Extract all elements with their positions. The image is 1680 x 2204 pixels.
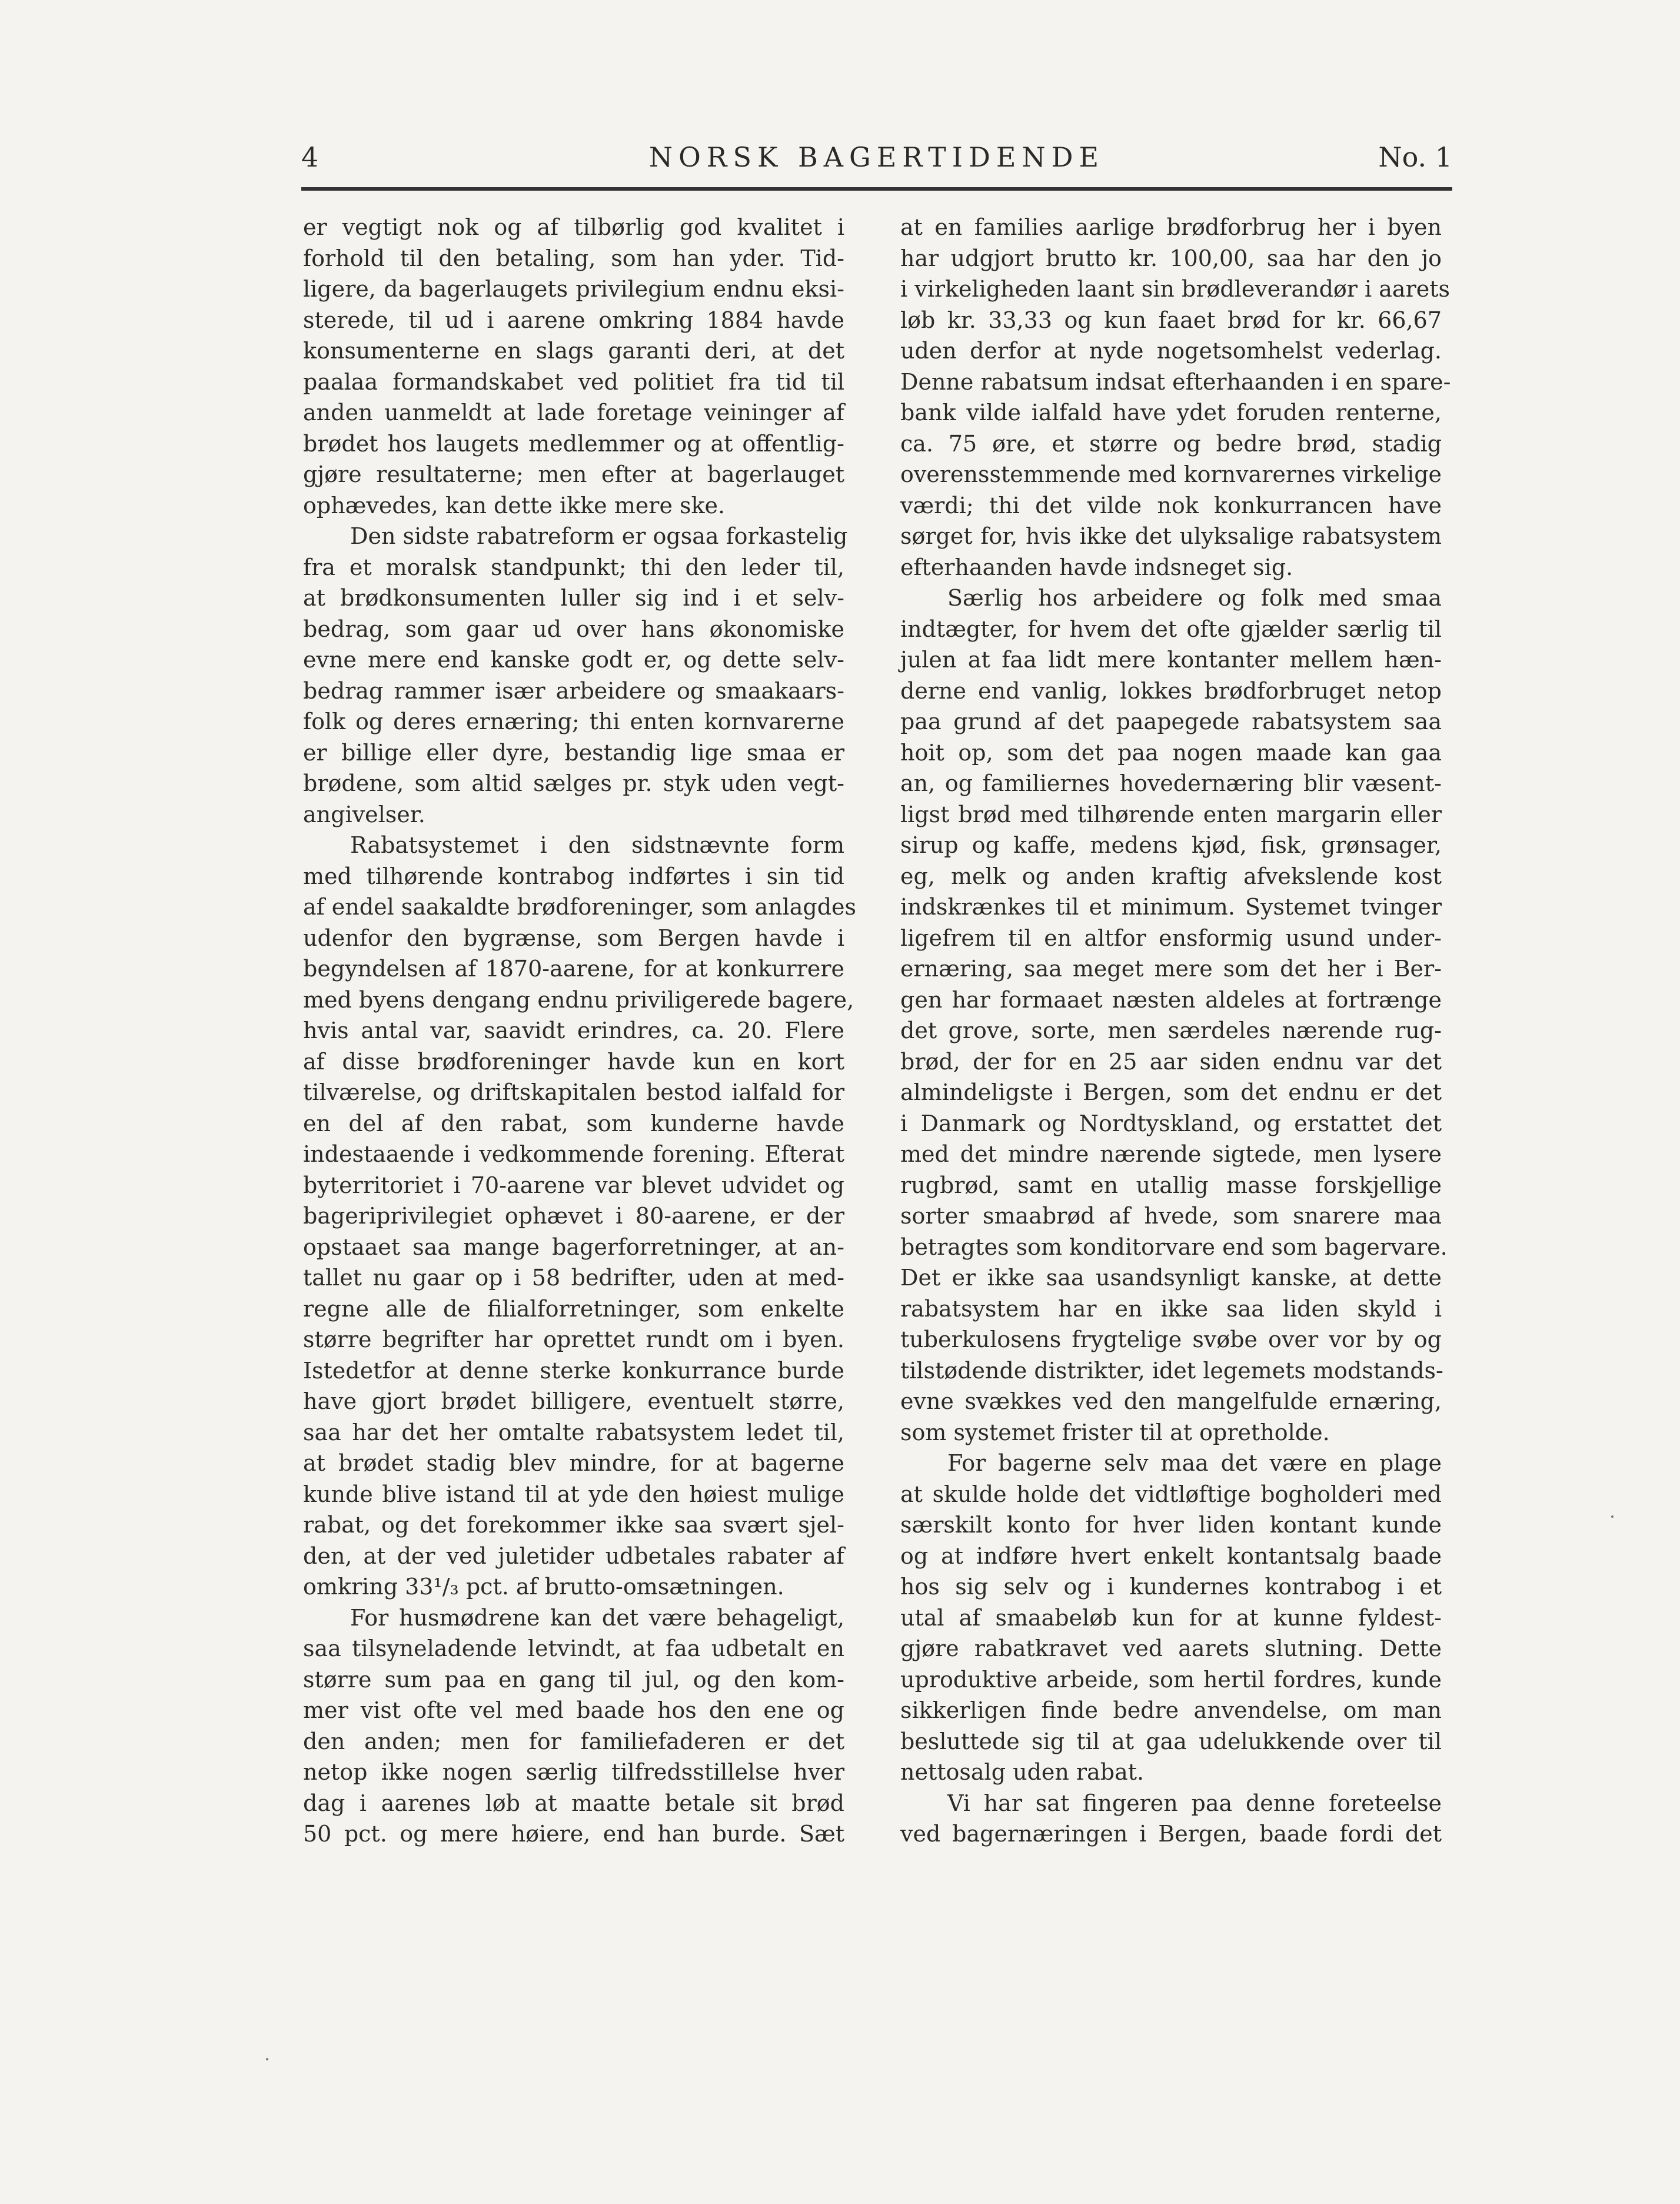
text-line: at skulde holde det vidtløftige bogholderi med (900, 1481, 1442, 1507)
right-column (900, 212, 1451, 1850)
text-line: at en families aarlige brødforbrug her i byen (900, 214, 1442, 240)
text-line: Rabatsystemet i den sidstnævnte form (350, 832, 844, 858)
text-line: For bagerne selv maa det være en plage (947, 1450, 1442, 1476)
text-line: uden derfor at nyde nogetsomhelst vederlag. (900, 338, 1442, 364)
text-line: som systemet frister til at opretholde. (900, 1419, 1330, 1445)
text-line: tilstødende distrikter, idet legemets modstands- (900, 1357, 1443, 1384)
text-line: omkring 33¹/₃ pct. af brutto-omsætningen. (303, 1574, 784, 1600)
text-line: sirup og kaffe, medens kjød, fisk, grønsager, (900, 832, 1442, 858)
text-line: utal af smaabeløb kun for at kunne fyldest- (900, 1604, 1442, 1631)
issue-number: No. 1 (1378, 141, 1452, 173)
text-line: derne end vanlig, lokkes brødforbruget netop (900, 677, 1442, 704)
text-line: ligefrem til en altfor ensformig usund under- (900, 925, 1442, 951)
text-line: den, at der ved juletider udbetales rabater af (303, 1543, 844, 1569)
text-line: overensstemmende med kornvarernes virkelige (900, 461, 1442, 487)
text-line: byterritoriet i 70-aarene var blevet udvidet og (303, 1172, 844, 1198)
text-line: rabat, og det forekommer ikke saa svært sjel- (303, 1512, 844, 1538)
text-line: i virkeligheden laant sin brødleverandør i aarets (900, 276, 1450, 302)
text-line: Særlig hos arbeidere og folk med smaa (947, 585, 1442, 611)
text-line: brødene, som altid sælges pr. styk uden vegt- (303, 770, 844, 796)
text-line: af disse brødforeninger havde kun en kort (303, 1048, 844, 1075)
text-line: sørget for, hvis ikke det ulyksalige rabatsystem (900, 523, 1442, 549)
text-line: For husmødrene kan det være behageligt, (350, 1604, 844, 1631)
text-line: større sum paa en gang til jul, og den kom- (303, 1666, 844, 1693)
text-line: ligst brød med tilhørende enten margarin eller (900, 801, 1442, 827)
text-line: er billige eller dyre, bestandig lige smaa er (303, 739, 844, 766)
text-line: med det mindre nærende sigtede, men lysere (900, 1141, 1442, 1167)
text-line: løb kr. 33,33 og kun faaet brød for kr. 66,67 (900, 307, 1442, 333)
text-line: det grove, sorte, men særdeles nærende rug- (900, 1018, 1442, 1043)
text-line: uproduktive arbeide, som hertil fordres, kunde (900, 1666, 1442, 1693)
text-line: og at indføre hvert enkelt kontantsalg baade (900, 1543, 1442, 1569)
text-line: evne mere end kanske godt er, og dette selv- (303, 647, 844, 673)
text-line: anden uanmeldt at lade foretage veininger af (303, 400, 844, 425)
scan-speck (1611, 1515, 1614, 1518)
text-line: brødet hos laugets medlemmer og at offentlig- (303, 430, 844, 457)
text-line: netop ikke nogen særlig tilfredsstillelse hver (303, 1759, 844, 1785)
text-line: indskrænkes til et minimum. Systemet tvinger (900, 894, 1442, 920)
text-line: hos sig selv og i kundernes kontrabog i et (900, 1574, 1442, 1600)
text-line: indtægter, for hvem det ofte gjælder særlig til (900, 616, 1442, 642)
text-line: værdi; thi det vilde nok konkurrancen have (900, 492, 1442, 518)
text-line: saa har det her omtalte rabatsystem ledet til, (303, 1419, 844, 1445)
text-line: paa grund af det paapegede rabatsystem saa (900, 709, 1442, 734)
text-line: rugbrød, samt en utallig masse forskjellige (900, 1172, 1442, 1198)
text-line: mer vist ofte vel med baade hos den ene og (303, 1697, 844, 1723)
text-line: begyndelsen af 1870-aarene, for at konkurrere (303, 956, 844, 982)
text-line: ophævedes, kan dette ikke mere ske. (303, 492, 726, 518)
text-line: Det er ikke saa usandsynligt kanske, at dette (900, 1265, 1442, 1291)
text-line: ca. 75 øre, et større og bedre brød, stadig (900, 430, 1442, 457)
text-line: kunde blive istand til at yde den høiest mulige (303, 1481, 844, 1507)
text-line: har udgjort brutto kr. 100,00, saa har den jo (900, 245, 1442, 271)
text-line: sikkerligen finde bedre anvendelse, om man (900, 1697, 1442, 1723)
text-line: folk og deres ernæring; thi enten kornvarerne (303, 709, 844, 734)
text-line: ved bagernæringen i Bergen, baade fordi det (900, 1821, 1442, 1847)
text-line: udenfor den bygrænse, som Bergen havde i (303, 925, 844, 951)
text-line: sorter smaabrød af hvede, som snarere maa (900, 1203, 1442, 1229)
text-line: særskilt konto for hver liden kontant kunde (900, 1512, 1442, 1538)
text-line: nettosalg uden rabat. (900, 1759, 1145, 1785)
page-header (301, 141, 1452, 182)
text-line: Vi har sat fingeren paa denne foreteelse (947, 1790, 1442, 1816)
text-line: angivelser. (303, 801, 425, 827)
text-line: bank vilde ialfald have ydet foruden renterne, (900, 400, 1442, 425)
text-line: hoit op, som det paa nogen maade kan gaa (900, 739, 1442, 766)
text-line: Istedetfor at denne sterke konkurrance burde (303, 1357, 844, 1384)
scan-speck (266, 2058, 268, 2060)
text-line: hvis antal var, saavidt erindres, ca. 20. Flere (303, 1018, 844, 1043)
text-line: indestaaende i vedkommende forening. Efterat (303, 1141, 844, 1167)
text-line: sterede, til ud i aarene omkring 1884 havde (303, 307, 844, 333)
text-line: have gjort brødet billigere, eventuelt større, (303, 1388, 844, 1414)
text-line: at brødet stadig blev mindre, for at bagerne (303, 1450, 844, 1476)
text-line: evne svækkes ved den mangelfulde ernæring, (900, 1388, 1442, 1414)
text-line: ligere, da bagerlaugets privilegium endnu eksi- (303, 276, 844, 302)
text-line: an, og familiernes hovedernæring blir væsent- (900, 770, 1442, 796)
text-line: forhold til den betaling, som han yder. Tid- (303, 245, 844, 271)
publication-title: NORSK BAGERTIDENDE (648, 141, 1105, 173)
text-line: dag i aarenes løb at maatte betale sit brød (303, 1790, 844, 1816)
text-line: saa tilsyneladende letvindt, at faa udbetalt en (303, 1635, 844, 1661)
left-column (303, 212, 857, 1850)
text-line: tilværelse, og driftskapitalen bestod ialfald for (303, 1079, 844, 1105)
text-line: konsumenterne en slags garanti deri, at det (303, 338, 844, 364)
text-line: efterhaanden havde indsneget sig. (900, 554, 1293, 580)
page-number: 4 (301, 141, 319, 173)
text-line: bedrag rammer især arbeidere og smaakaars- (303, 677, 844, 704)
text-line: ernæring, saa meget mere som det her i Ber- (900, 956, 1442, 982)
text-line: rabatsystem har en ikke saa liden skyld i (900, 1295, 1442, 1322)
text-line: fra et moralsk standpunkt; thi den leder til, (303, 554, 844, 580)
text-line: i Danmark og Nordtyskland, og erstattet det (900, 1110, 1442, 1136)
text-line: med byens dengang endnu priviligerede bagere, (303, 986, 854, 1013)
text-line: af endel saakaldte brødforeninger, som anlagdes (303, 894, 857, 920)
text-line: 50 pct. og mere høiere, end han burde. Sæt (303, 1821, 844, 1847)
text-line: tallet nu gaar op i 58 bedrifter, uden at med- (303, 1265, 844, 1291)
text-line: gjøre resultaterne; men efter at bagerlauget (303, 461, 844, 487)
text-line: regne alle de filialforretninger, som enkelte (303, 1295, 844, 1322)
text-line: opstaaet saa mange bagerforretninger, at an- (303, 1234, 844, 1260)
text-line: eg, melk og anden kraftig afvekslende kost (900, 863, 1442, 889)
text-line: den anden; men for familiefaderen er det (303, 1728, 844, 1754)
text-line: betragtes som konditorvare end som bagervare. (900, 1234, 1448, 1260)
text-line: julen at faa lidt mere kontanter mellem hæn- (900, 647, 1442, 673)
text-line: paalaa formandskabet ved politiet fra tid til (303, 368, 844, 395)
text-line: større begrifter har oprettet rundt om i byen. (303, 1327, 844, 1352)
text-line: almindeligste i Bergen, som det endnu er det (900, 1079, 1442, 1105)
text-line: gen har formaaet næsten aldeles at fortrænge (900, 986, 1442, 1013)
text-line: med tilhørende kontrabog indførtes i sin tid (303, 863, 844, 889)
text-line: bedrag, som gaar ud over hans økonomiske (303, 616, 844, 642)
text-line: gjøre rabatkravet ved aarets slutning. Dette (900, 1635, 1442, 1661)
text-line: at brødkonsumenten luller sig ind i et selv- (303, 585, 844, 611)
text-line: en del af den rabat, som kunderne havde (303, 1110, 844, 1136)
header-rule (301, 187, 1452, 191)
text-line: Denne rabatsum indsat efterhaanden i en spare- (900, 368, 1451, 395)
text-line: Den sidste rabatreform er ogsaa forkastelig (350, 523, 848, 549)
text-line: brød, der for en 25 aar siden endnu var det (900, 1048, 1442, 1075)
text-line: tuberkulosens frygtelige svøbe over vor by og (900, 1327, 1442, 1352)
text-line: er vegtigt nok og af tilbørlig god kvalitet i (303, 214, 844, 240)
text-line: bageriprivilegiet ophævet i 80-aarene, er der (303, 1203, 844, 1229)
text-line: besluttede sig til at gaa udelukkende over til (900, 1728, 1442, 1754)
